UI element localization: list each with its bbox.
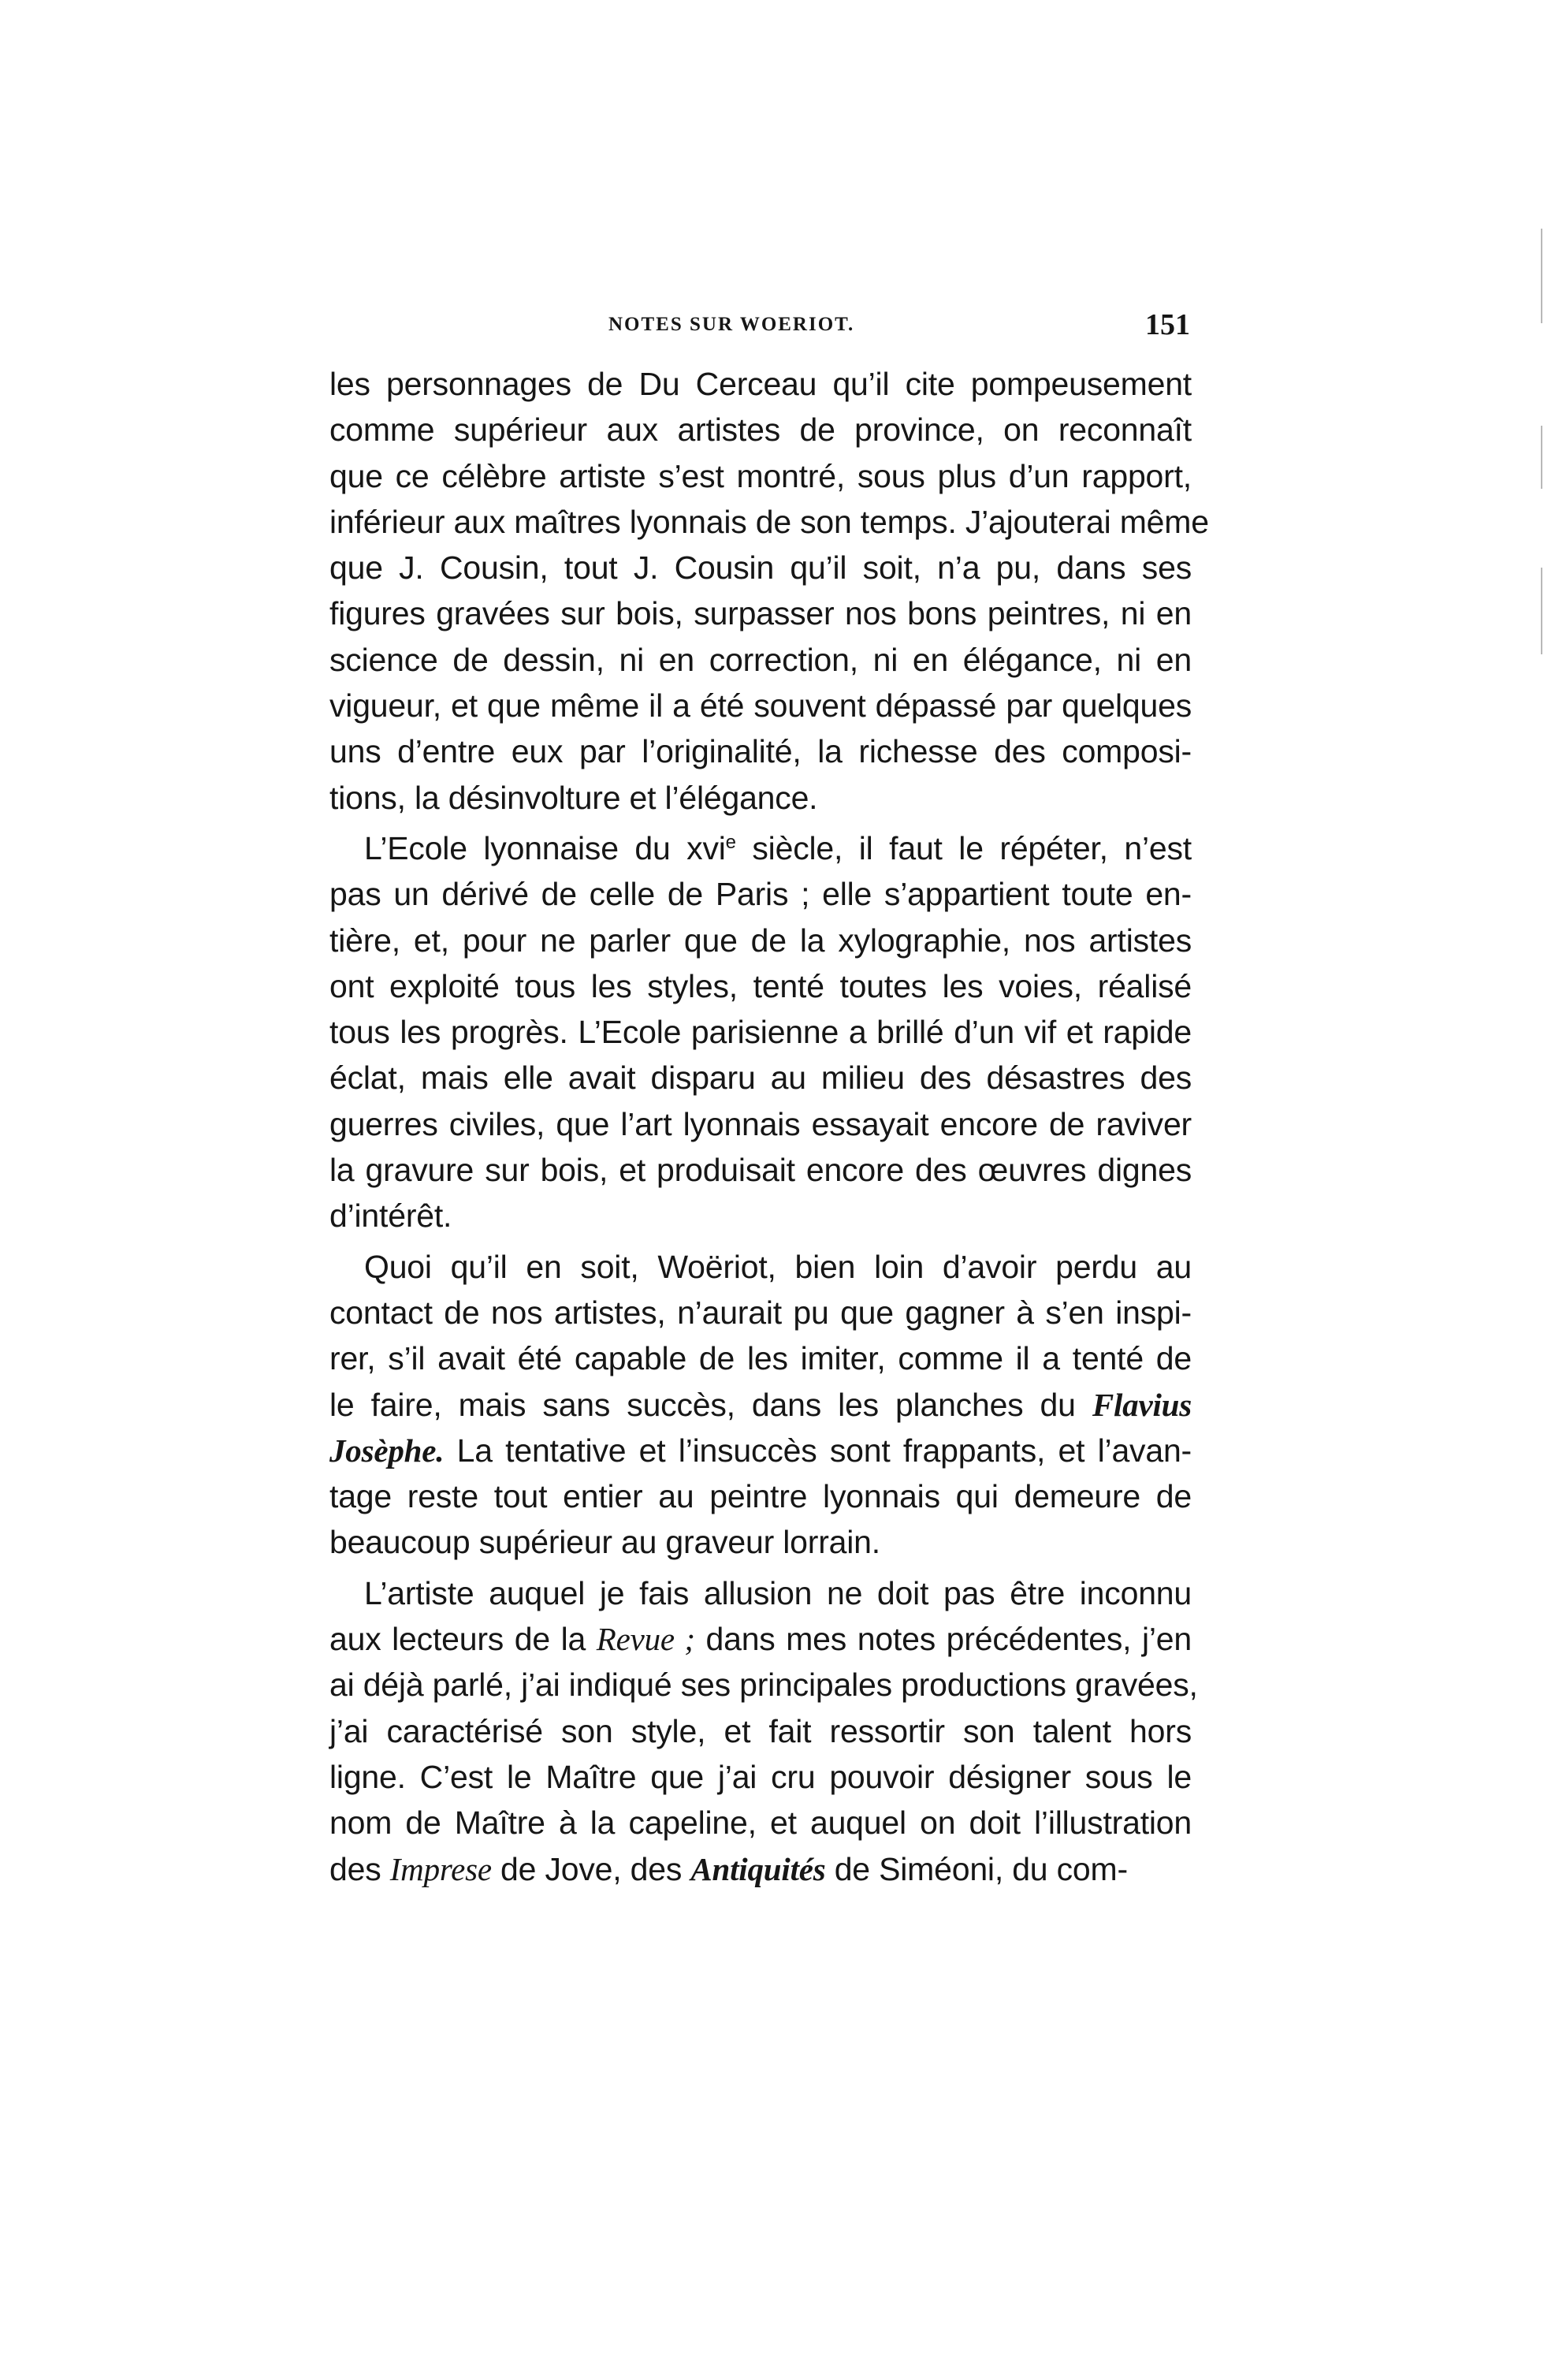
text-line: tous les progrès. L’Ecole parisienne a brillé d’un vif et rapide bbox=[329, 1014, 1192, 1051]
text-line: rer, s’il avait été capable de les imiter, comme il a tenté de bbox=[329, 1340, 1192, 1377]
italic-title: Josèphe. bbox=[329, 1432, 445, 1469]
paragraph bbox=[329, 1570, 1198, 1892]
text-line: tière, et, pour ne parler que de la xylographie, nos artistes bbox=[329, 922, 1192, 959]
text-line: d’intérêt. bbox=[329, 1197, 452, 1235]
body-text bbox=[329, 361, 1209, 1892]
text-line bbox=[329, 1846, 1192, 1892]
text-run: L’Ecole lyonnaise du xvi bbox=[364, 829, 726, 866]
text-line: tage reste tout entier au peintre lyonnais qui demeure de bbox=[329, 1478, 1192, 1515]
text-run: de Jove, des bbox=[491, 1850, 691, 1887]
text-line bbox=[329, 1382, 1192, 1428]
text-line: les personnages de Du Cerceau qu’il cite pompeusement bbox=[329, 366, 1192, 402]
text-line: ligne. C’est le Maître que j’ai cru pouvoir désigner sous le bbox=[329, 1758, 1192, 1795]
text-line bbox=[329, 825, 1192, 871]
text-line: inférieur aux maîtres lyonnais de son temps. J’ajouterai même bbox=[329, 503, 1209, 540]
text-line: Quoi qu’il en soit, Woëriot, bien loin d’avoir perdu au bbox=[364, 1248, 1192, 1285]
text-line: uns d’entre eux par l’originalité, la richesse des composi- bbox=[329, 733, 1192, 770]
text-line: ont exploité tous les styles, tenté toutes les voies, réalisé bbox=[329, 967, 1192, 1004]
text-line: nom de Maître à la capeline, et auquel on doit l’illustration bbox=[329, 1805, 1192, 1842]
italic-title: Imprese bbox=[389, 1850, 492, 1887]
text-line: ai déjà parlé, j’ai indiqué ses principales productions gravées, bbox=[329, 1667, 1198, 1704]
text-line: tions, la désinvolture et l’élégance. bbox=[329, 779, 818, 816]
text-line: science de dessin, ni en correction, ni en élégance, ni en bbox=[329, 641, 1192, 678]
text-line: comme supérieur aux artistes de province, on reconnaît bbox=[329, 412, 1192, 449]
running-title: NOTES SUR WOERIOT. bbox=[608, 314, 855, 335]
text-line: vigueur, et que même il a été souvent dépassé par quelques bbox=[329, 687, 1192, 724]
text-run: aux lecteurs de la bbox=[329, 1621, 597, 1658]
text-run: le faire, mais sans succès, dans les planches du bbox=[329, 1386, 1092, 1423]
italic-title: Antiquités bbox=[690, 1850, 826, 1887]
text-run: dans mes notes précédentes, j’en bbox=[694, 1621, 1192, 1658]
text-line: contact de nos artistes, n’aurait pu que gagner à s’en inspi- bbox=[329, 1294, 1192, 1331]
text-run: siècle, il faut le répéter, n’est bbox=[735, 829, 1192, 866]
paragraph bbox=[329, 1244, 1192, 1566]
page-header bbox=[331, 308, 1190, 353]
superscript: e bbox=[725, 831, 736, 853]
text-line: L’artiste auquel je fais allusion ne doit pas être inconnu bbox=[364, 1574, 1192, 1611]
text-line: guerres civiles, que l’art lyonnais essayait encore de raviver bbox=[329, 1105, 1192, 1142]
text-run: de Siméoni, du com- bbox=[825, 1850, 1128, 1887]
paragraph bbox=[329, 825, 1192, 1239]
text-run: des bbox=[329, 1850, 390, 1887]
text-line: la gravure sur bois, et produisait encore des œuvres dignes bbox=[329, 1152, 1192, 1189]
scan-edge-mark bbox=[1541, 229, 1542, 323]
text-line bbox=[329, 1428, 1192, 1473]
text-line: éclat, mais elle avait disparu au milieu des désastres des bbox=[329, 1060, 1192, 1097]
text-line: que J. Cousin, tout J. Cousin qu’il soit, n’a pu, dans ses bbox=[329, 549, 1192, 587]
text-run: La tentative et l’insuccès sont frappants, et l’avan- bbox=[444, 1432, 1192, 1469]
text-line: beaucoup supérieur au graveur lorrain. bbox=[329, 1524, 880, 1561]
text-line bbox=[329, 1616, 1192, 1662]
text-line: figures gravées sur bois, surpasser nos bons peintres, ni en bbox=[329, 595, 1192, 632]
scan-edge-mark bbox=[1541, 426, 1542, 489]
text-line: que ce célèbre artiste s’est montré, sous plus d’un rapport, bbox=[329, 457, 1192, 494]
text-line: j’ai caractérisé son style, et fait ressortir son talent hors bbox=[329, 1712, 1192, 1749]
scan-edge-mark bbox=[1541, 568, 1542, 654]
italic-title: Flavius bbox=[1092, 1386, 1192, 1423]
paragraph bbox=[329, 361, 1209, 821]
text-line: pas un dérivé de celle de Paris ; elle s’appartient toute en- bbox=[329, 876, 1192, 913]
page-number: 151 bbox=[1145, 308, 1190, 341]
italic-title: Revue ; bbox=[596, 1621, 695, 1658]
